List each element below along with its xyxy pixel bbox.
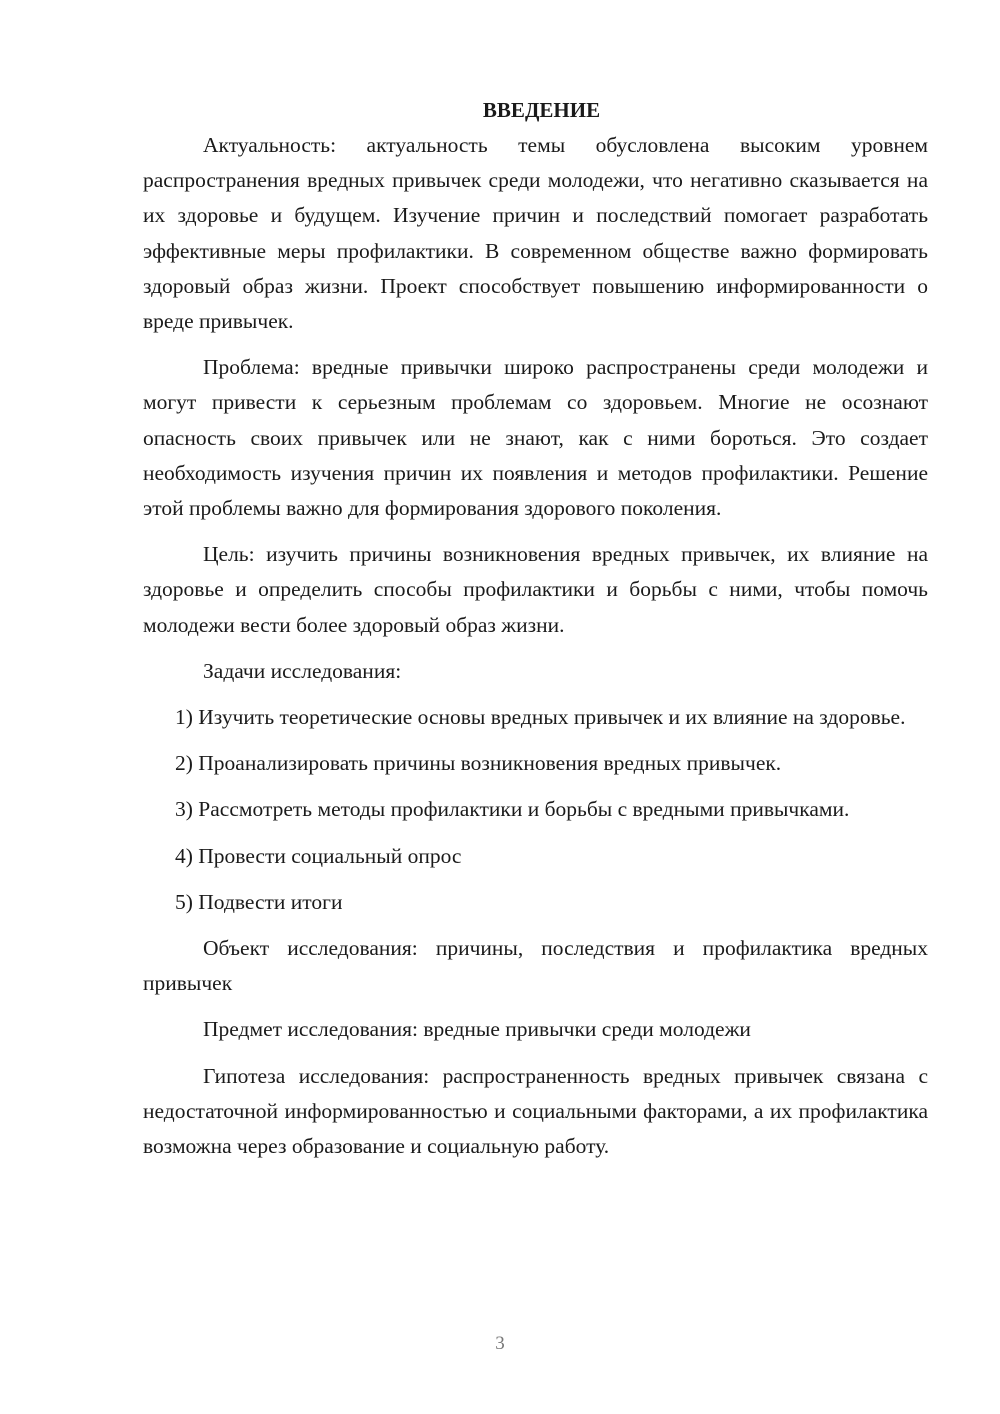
relevance-paragraph: Актуальность: актуальность темы обусловлена высоким уровнем распространения вредных привычек среди молодежи, что негативно сказывается на их здоровье и будущем. Изучение причин и последствий помогает разработать эффективные меры профилактики. В современном обществе важно формировать здоровый образ жизни. Проект способствует повышению информированности о вреде привычек. xyxy=(143,133,928,334)
document-title: ВВЕДЕНИЕ xyxy=(482,98,601,122)
tasks-heading: Задачи исследования: xyxy=(203,658,402,683)
list-item: 4) Провести социальный опрос xyxy=(175,843,462,868)
document-page xyxy=(143,92,928,1175)
problem-paragraph: Проблема: вредные привычки широко распространены среди молодежи и могут привести к серьезным проблемам со здоровьем. Многие не осознают опасность своих привычек или не знают, как с ними бороться. Это создает необходимость изучения причин их появления и методов профилактики. Решение этой проблемы важно для формирования здорового поколения. xyxy=(143,355,928,521)
subject-paragraph: Предмет исследования: вредные привычки среди молодежи xyxy=(203,1017,751,1042)
tasks-list xyxy=(143,700,928,920)
list-item: 5) Подвести итоги xyxy=(175,889,343,914)
list-item: 3) Рассмотреть методы профилактики и борьбы с вредными привычками. xyxy=(175,797,850,822)
hypothesis-paragraph: Гипотеза исследования: распространенность вредных привычек связана с недостаточной информированностью и социальными факторами, а их профилактика возможна через образование и социальную работу. xyxy=(143,1063,928,1159)
page-number: 3 xyxy=(495,1333,505,1354)
object-paragraph: Объект исследования: причины, последствия и профилактика вредных привычек xyxy=(143,936,928,996)
goal-paragraph: Цель: изучить причины возникновения вредных привычек, их влияние на здоровье и определить способы профилактики и борьбы с ними, чтобы помочь молодежи вести более здоровый образ жизни. xyxy=(143,542,928,637)
list-item: 2) Проанализировать причины возникновения вредных привычек. xyxy=(175,751,782,776)
list-item: 1) Изучить теоретические основы вредных привычек и их влияние на здоровье. xyxy=(175,705,906,730)
